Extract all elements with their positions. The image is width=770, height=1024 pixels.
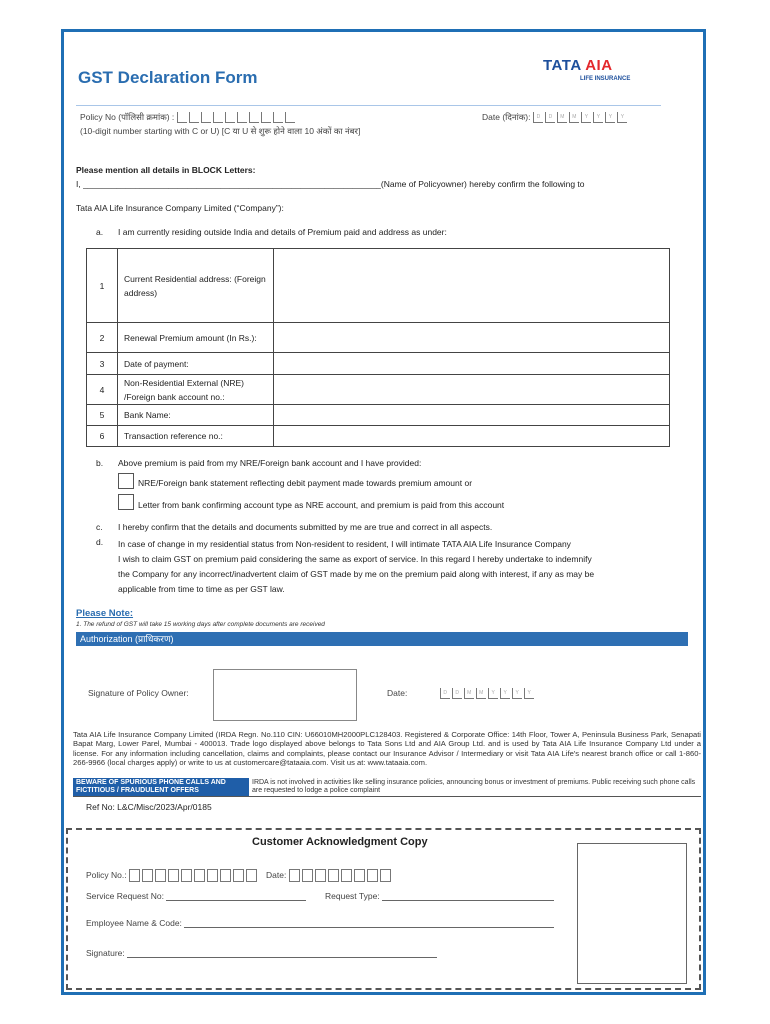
table-row <box>87 249 670 323</box>
ack-policy-row <box>86 869 257 882</box>
logo-tata-text: TATA <box>543 57 582 74</box>
row-number: 5 <box>87 405 118 426</box>
row-label: Date of payment: <box>118 353 274 375</box>
policy-number-hint: (10-digit number starting with C or U) [C या U से शुरू होने वाला 10 अंकों का नंबर] <box>80 126 361 136</box>
table-row <box>87 426 670 447</box>
bank-name-field[interactable] <box>274 405 670 426</box>
premium-details-table <box>86 248 670 447</box>
nre-account-field[interactable] <box>274 375 670 405</box>
row-number: 4 <box>87 375 118 405</box>
row-label: Non-Residential External (NRE) /Foreign bank account no.: <box>118 375 274 405</box>
company-line: Tata AIA Life Insurance Company Limited (“Company”): <box>76 203 284 213</box>
logo-subtitle: LIFE INSURANCE <box>580 76 631 82</box>
employee-label: Employee Name & Code: <box>86 918 182 928</box>
logo-aia-text: AIA <box>585 57 613 74</box>
request-type-row <box>325 891 554 901</box>
table-row <box>87 323 670 353</box>
ack-policy-label: Policy No.: <box>86 869 127 880</box>
header-date-row <box>482 112 627 123</box>
row-number: 3 <box>87 353 118 375</box>
beware-banner: BEWARE OF SPURIOUS PHONE CALLS AND FICTITIOUS / FRAUDULENT OFFERS <box>73 778 249 796</box>
employee-field[interactable] <box>184 927 554 928</box>
bank-letter-option: Letter from bank confirming account type as NRE account, and premium is paid from this account <box>138 500 505 510</box>
form-title: GST Declaration Form <box>78 68 258 87</box>
policy-number-row <box>80 112 295 123</box>
table-row <box>87 405 670 426</box>
policy-number-label: Policy No (पॉलिसी क्रमांक) : <box>80 112 175 122</box>
header-date-label: Date (दिनांक): <box>482 112 531 122</box>
service-request-row <box>86 891 306 901</box>
item-c-text: I hereby confirm that the details and documents submitted by me are true and correct in all aspects. <box>118 522 493 532</box>
item-d-line: the Company for any incorrect/inadvertent claim of GST made by me on the premium paid along with interest, if any as may be <box>118 569 595 579</box>
auth-date-input[interactable]: D D M M Y Y Y Y <box>440 688 534 699</box>
service-request-label: Service Request No: <box>86 891 164 901</box>
header-divider <box>76 105 661 106</box>
policyowner-name-line[interactable]: I, _______________________________________________________________(Name of Policyowner) hereby confirm the following to <box>76 179 585 189</box>
item-a-text: I am currently residing outside India and details of Premium paid and address as under: <box>118 227 447 237</box>
row-number: 6 <box>87 426 118 447</box>
tata-aia-logo <box>543 57 613 74</box>
header-date-input[interactable]: D D M M Y Y Y Y <box>533 112 627 123</box>
signature-owner-label: Signature of Policy Owner: <box>88 688 189 698</box>
acknowledgment-title: Customer Acknowledgment Copy <box>252 836 428 848</box>
item-d-line: I wish to claim GST on premium paid considering the same as export of service. In this regard I hereby undertake to indemnify <box>118 554 592 564</box>
ack-policy-input[interactable] <box>129 869 257 882</box>
transaction-reference-field[interactable] <box>274 426 670 447</box>
row-label: Bank Name: <box>118 405 274 426</box>
note-line: 1. The refund of GST will take 15 working days after complete documents are received <box>76 621 325 628</box>
bank-statement-checkbox[interactable] <box>118 473 134 489</box>
item-b-letter: b. <box>96 458 104 468</box>
bank-statement-option: NRE/Foreign bank statement reflecting debit payment made towards premium amount or <box>138 478 473 488</box>
item-d-line: In case of change in my residential status from Non-resident to resident, I will intimate TATA AIA Life Insurance Company <box>118 539 571 549</box>
row-number: 1 <box>87 249 118 323</box>
beware-text: IRDA is not involved in activities like selling insurance policies, announcing bonus or investment of premiums. Public receiving such phone calls are requested to lodge a police complaint <box>252 779 696 794</box>
item-d-line: applicable from time to time as per GST law. <box>118 584 285 594</box>
policy-number-input[interactable] <box>177 112 295 123</box>
signature-box[interactable] <box>213 669 357 721</box>
auth-date-row <box>387 688 534 699</box>
stamp-box <box>577 843 687 984</box>
ack-date-label: Date: <box>266 869 287 880</box>
item-c-letter: c. <box>96 522 103 532</box>
item-d-text <box>118 537 594 597</box>
row-label: Current Residential address: (Foreign address) <box>118 249 274 323</box>
request-type-label: Request Type: <box>325 891 380 901</box>
table-row <box>87 375 670 405</box>
ack-signature-label: Signature: <box>86 948 125 958</box>
request-type-field[interactable] <box>382 900 554 901</box>
block-letters-instruction: Please mention all details in BLOCK Letters: <box>76 165 256 175</box>
premium-amount-field[interactable] <box>274 323 670 353</box>
service-request-field[interactable] <box>166 900 306 901</box>
item-b-text: Above premium is paid from my NRE/Foreign bank account and I have provided: <box>118 458 422 468</box>
row-label: Renewal Premium amount (In Rs.): <box>118 323 274 353</box>
table-row <box>87 353 670 375</box>
ack-date-input[interactable] <box>289 869 391 882</box>
bank-letter-checkbox[interactable] <box>118 494 134 510</box>
authorization-bar: Authorization (प्राधिकरण) <box>76 632 688 646</box>
payment-date-field[interactable] <box>274 353 670 375</box>
note-heading: Please Note: <box>76 608 134 619</box>
reference-number: Ref No: L&C/Misc/2023/Apr/0185 <box>86 802 212 812</box>
ack-signature-row <box>86 948 437 958</box>
footer-divider <box>73 796 701 797</box>
item-a-letter: a. <box>96 227 104 237</box>
row-label: Transaction reference no.: <box>118 426 274 447</box>
item-d-letter: d. <box>96 537 104 547</box>
ack-signature-field[interactable] <box>127 957 437 958</box>
employee-row <box>86 918 554 928</box>
company-disclaimer: Tata AIA Life Insurance Company Limited (IRDA Regn. No.110 CIN: U66010MH2000PLC128403. Registered & Corporate Office: 14th Floor, Tower A, Peninsula Business Park, Senapati Bapat Marg, Lower Parel, Mumbai - 400013. Trade logo displayed above belongs to Tata Sons Ltd and AIA Group Ltd. and is used by Tata AIA Life Insurance Company Ltd under a license. For any information including cancellation, claims and complaints, please contact our Insurance Advisor / Intermediary or visit Tata AIA Life's nearest branch office or call 1-860-266-9966 (local charges apply) or write to us at customercare@tataaia.com. Visit us at: www.tataaia.com. <box>73 730 701 767</box>
auth-date-label: Date: <box>387 688 408 698</box>
residential-address-field[interactable] <box>274 249 670 323</box>
row-number: 2 <box>87 323 118 353</box>
ack-date-row <box>266 869 391 882</box>
